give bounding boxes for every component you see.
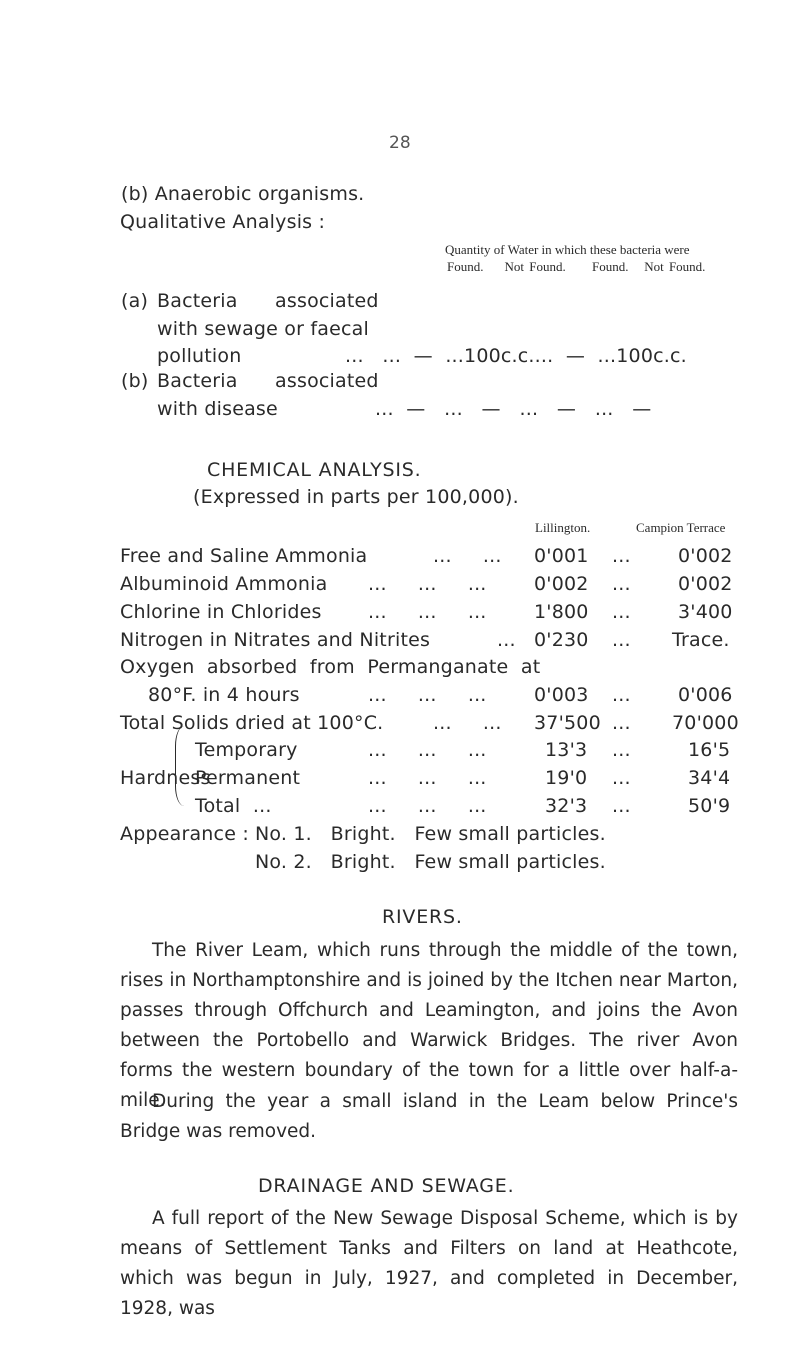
lillington-value: 37'500 [534,712,601,734]
campion-value: 70'000 [672,712,739,734]
appearance-label: Appearance : [120,823,249,845]
item-b-line1: Bacteria associated [157,370,379,392]
hardness-label: Hardness [120,767,211,789]
appearance-no2: No. 2. Bright. Few small particles. [255,851,606,873]
lillington-value: 13'3 [545,739,588,761]
lillington-value: 1'800 [534,601,589,623]
chemical-analysis-subtitle: (Expressed in parts per 100,000). [193,486,519,508]
row-separator: ... [612,601,631,623]
row-label: Free and Saline Ammonia [120,545,368,567]
campion-value: 50'9 [688,795,731,817]
row-separator: ... [612,629,631,651]
drainage-paragraph-1: A full report of the New Sewage Disposal Scheme, which is by means of Settlement Tanks and Filters on land at Heathcote, which was begun in July, 1927, and completed in December, 1928, was [120,1208,738,1319]
row-dots: ... ... ... [368,684,487,706]
campion-value: 0'006 [678,684,733,706]
row-label: Chlorine in Chlorides [120,601,322,623]
row-separator: ... [612,767,631,789]
column-header-campion-terrace: Campion Terrace [636,520,726,535]
row-label: Albuminoid Ammonia [120,573,328,595]
qualitative-label: Qualitative Analysis : [120,211,326,233]
quantity-header-line2: Found. Not Found. Found. Not Found. [447,259,706,274]
item-b-values: ... — ... — ... — ... — [375,398,652,420]
rivers-paragraph-1: The River Leam, which runs through the middle of the town, rises in Northamptonshire and is joined by the Itchen near Marton, passes through Offchurch and Leamington, and joins the Avon between the Portobello and Warwick Bridges. The river Avon forms the western boundary of the town for a little over half-a-mile. [120,940,738,1111]
row-dots: ... ... [433,545,502,567]
quantity-header-line1: Quantity of Water in which these bacteria were [445,242,690,257]
row-dots: ... ... ... [368,601,487,623]
campion-value: 16'5 [688,739,731,761]
row-separator: ... [612,545,631,567]
lillington-value: 19'0 [545,767,588,789]
campion-value: 0'002 [678,545,733,567]
row-label: Nitrogen in Nitrates and Nitrites [120,629,431,651]
row-separator: ... [612,712,631,734]
rivers-title: RIVERS. [382,906,463,928]
drainage-title: DRAINAGE AND SEWAGE. [258,1175,515,1197]
page-number: 28 [389,133,411,153]
row-dots: ... ... ... [368,573,487,595]
chemical-analysis-title: CHEMICAL ANALYSIS. [207,459,422,481]
lillington-value: 0'001 [534,545,589,567]
row-dots: ... ... [433,712,502,734]
appearance-no1: No. 1. Bright. Few small particles. [255,823,606,845]
rivers-paragraph-2: During the year a small island in the Leam below Prince's Bridge was removed. [120,1091,738,1142]
item-a-values: ... ... — ...100c.c.... — ...100c.c. [345,345,687,367]
lillington-value: 0'002 [534,573,589,595]
item-a-line3: pollution [157,345,242,367]
row-label: Total ... [195,795,272,817]
lillington-value: 32'3 [545,795,588,817]
row-dots: ... [497,629,516,651]
row-label: Total Solids dried at 100°C. [120,712,384,734]
row-dots: ... ... ... [368,739,487,761]
item-b-marker: (b) [121,370,149,392]
row-separator: ... [612,573,631,595]
oxygen-label-line1: Oxygen absorbed from Permanganate at [120,656,541,678]
row-separator: ... [612,684,631,706]
item-a-marker: (a) [121,290,149,312]
campion-value: 34'4 [688,767,731,789]
lillington-value: 0'003 [534,684,589,706]
row-label: Temporary [195,739,298,761]
row-dots: ... ... ... [368,767,487,789]
campion-value: Trace. [672,629,730,651]
column-header-lillington: Lillington. [535,520,591,535]
row-label: Permanent [195,767,301,789]
campion-value: 0'002 [678,573,733,595]
item-b-line2: with disease [157,398,278,420]
item-a-line1: Bacteria associated [157,290,379,312]
oxygen-label-line2: 80°F. in 4 hours [148,684,300,706]
row-separator: ... [612,739,631,761]
item-a-line2: with sewage or faecal [157,318,369,340]
row-separator: ... [612,795,631,817]
anaerobic-heading: (b) Anaerobic organisms. [121,183,365,205]
campion-value: 3'400 [678,601,733,623]
hardness-brace [175,726,185,806]
row-dots: ... ... ... [368,795,487,817]
lillington-value: 0'230 [534,629,589,651]
